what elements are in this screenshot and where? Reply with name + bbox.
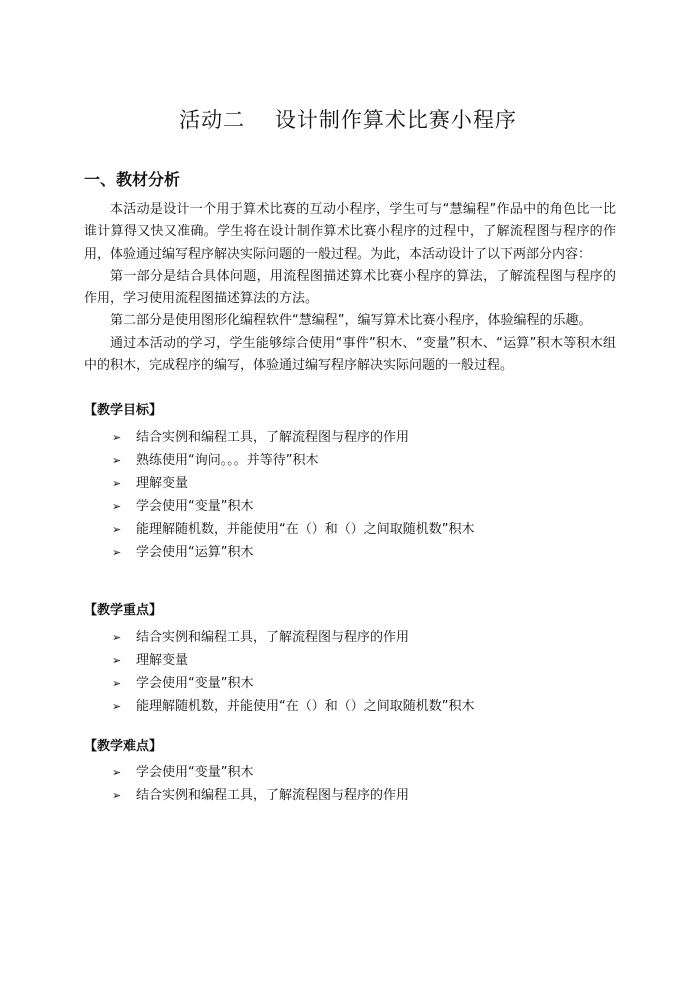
list-item bbox=[112, 449, 474, 472]
arrow-bullet-icon: ➢ bbox=[112, 477, 122, 490]
arrow-bullet-icon: ➢ bbox=[112, 454, 122, 467]
arrow-bullet-icon: ➢ bbox=[112, 766, 122, 779]
list-item bbox=[112, 518, 474, 541]
list-item-text: 学会使用“变量”积木 bbox=[136, 499, 254, 514]
list-item bbox=[112, 649, 474, 672]
arrow-bullet-icon: ➢ bbox=[112, 654, 122, 667]
section-heading-textbook-analysis: 一、教材分析 bbox=[84, 170, 181, 189]
list-item bbox=[112, 495, 474, 518]
arrow-bullet-icon: ➢ bbox=[112, 631, 122, 644]
list-item bbox=[112, 426, 474, 449]
analysis-paragraph: 通过本活动的学习，学生能够综合使用“事件”积木、“变量”积木、“运算”积木等积木组中的积木，完成程序的编写，体验通过编写程序解决实际问题的一般过程。 bbox=[84, 335, 616, 374]
list-item-text: 学会使用“运算”积木 bbox=[136, 545, 254, 560]
difficulties-heading: 【教学难点】 bbox=[84, 739, 163, 754]
analysis-paragraph: 第二部分是使用图形化编程软件“慧编程”，编写算术比赛小程序，体验编程的乐趣。 bbox=[110, 313, 592, 329]
arrow-bullet-icon: ➢ bbox=[112, 523, 122, 536]
analysis-body bbox=[84, 199, 616, 377]
arrow-bullet-icon: ➢ bbox=[112, 431, 122, 444]
arrow-bullet-icon: ➢ bbox=[112, 500, 122, 513]
key-points-heading: 【教学重点】 bbox=[84, 603, 163, 618]
list-item bbox=[112, 541, 474, 564]
key-points-list bbox=[112, 626, 474, 718]
teaching-goals-list bbox=[112, 426, 474, 564]
list-item bbox=[112, 672, 474, 695]
list-item-text: 结合实例和编程工具，了解流程图与程序的作用 bbox=[136, 788, 410, 803]
arrow-bullet-icon: ➢ bbox=[112, 789, 122, 802]
list-item-text: 熟练使用“询问。。。并等待”积木 bbox=[136, 453, 319, 468]
arrow-bullet-icon: ➢ bbox=[112, 546, 122, 559]
arrow-bullet-icon: ➢ bbox=[112, 677, 122, 690]
list-item bbox=[112, 472, 474, 495]
analysis-paragraph: 第一部分是结合具体问题，用流程图描述算术比赛小程序的算法，了解流程图与程序的作用，学习使用流程图描述算法的方法。 bbox=[84, 268, 616, 307]
list-item-text: 能理解随机数，并能使用“在（）和（）之间取随机数”积木 bbox=[136, 699, 475, 714]
analysis-paragraph: 本活动是设计一个用于算术比赛的互动小程序，学生可与“慧编程”作品中的角色比一比谁计算得又快又准确。学生将在设计制作算术比赛小程序的过程中，了解流程图与程序的作用，体验通过编写程序解决实际问题的一般过程。为此，本活动设计了以下两部分内容： bbox=[84, 202, 616, 262]
arrow-bullet-icon: ➢ bbox=[112, 700, 122, 713]
list-item-text: 结合实例和编程工具，了解流程图与程序的作用 bbox=[136, 630, 410, 645]
page-title: 活动二 设计制作算术比赛小程序 bbox=[179, 108, 517, 132]
list-item bbox=[112, 761, 409, 784]
list-item-text: 学会使用“变量”积木 bbox=[136, 765, 254, 780]
list-item-text: 学会使用“变量”积木 bbox=[136, 676, 254, 691]
list-item-text: 结合实例和编程工具，了解流程图与程序的作用 bbox=[136, 430, 410, 445]
teaching-goals-heading: 【教学目标】 bbox=[84, 403, 163, 418]
list-item bbox=[112, 784, 409, 807]
list-item-text: 理解变量 bbox=[136, 476, 189, 491]
list-item-text: 理解变量 bbox=[136, 653, 189, 668]
list-item bbox=[112, 695, 474, 718]
list-item-text: 能理解随机数，并能使用“在（）和（）之间取随机数”积木 bbox=[136, 522, 475, 537]
list-item bbox=[112, 626, 474, 649]
difficulties-list bbox=[112, 761, 409, 807]
